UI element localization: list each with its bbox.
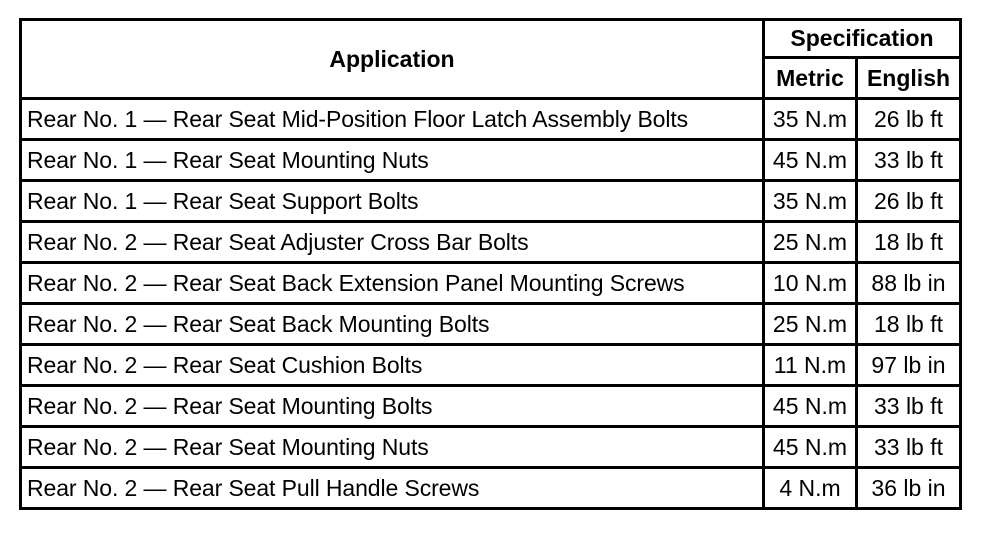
- english-cell: 33 lb ft: [858, 141, 962, 182]
- english-cell: 33 lb ft: [858, 387, 962, 428]
- application-header: Application: [19, 18, 765, 100]
- english-cell: 97 lb in: [858, 346, 962, 387]
- application-cell: Rear No. 2 — Rear Seat Mounting Nuts: [19, 428, 765, 469]
- table-body: [19, 100, 962, 510]
- metric-cell: 35 N.m: [765, 100, 858, 141]
- table-row: [19, 469, 962, 510]
- english-cell: 18 lb ft: [858, 305, 962, 346]
- metric-cell: 4 N.m: [765, 469, 858, 510]
- table-row: [19, 305, 962, 346]
- table-row: [19, 346, 962, 387]
- table-row: [19, 100, 962, 141]
- metric-cell: 25 N.m: [765, 223, 858, 264]
- application-cell: Rear No. 1 — Rear Seat Mid-Position Floor Latch Assembly Bolts: [19, 100, 765, 141]
- metric-header: Metric: [765, 59, 858, 100]
- fastener-specification-table: [19, 18, 962, 510]
- application-cell: Rear No. 1 — Rear Seat Mounting Nuts: [19, 141, 765, 182]
- table-header: [19, 18, 962, 100]
- metric-cell: 25 N.m: [765, 305, 858, 346]
- table-row: [19, 182, 962, 223]
- application-cell: Rear No. 2 — Rear Seat Back Extension Panel Mounting Screws: [19, 264, 765, 305]
- english-cell: 88 lb in: [858, 264, 962, 305]
- application-cell: Rear No. 2 — Rear Seat Mounting Bolts: [19, 387, 765, 428]
- metric-cell: 45 N.m: [765, 141, 858, 182]
- metric-cell: 35 N.m: [765, 182, 858, 223]
- application-cell: Rear No. 2 — Rear Seat Adjuster Cross Bar Bolts: [19, 223, 765, 264]
- table-row: [19, 223, 962, 264]
- metric-cell: 45 N.m: [765, 428, 858, 469]
- application-cell: Rear No. 2 — Rear Seat Pull Handle Screws: [19, 469, 765, 510]
- application-cell: Rear No. 2 — Rear Seat Cushion Bolts: [19, 346, 765, 387]
- table-row: [19, 264, 962, 305]
- english-cell: 26 lb ft: [858, 100, 962, 141]
- application-cell: Rear No. 2 — Rear Seat Back Mounting Bolts: [19, 305, 765, 346]
- english-cell: 36 lb in: [858, 469, 962, 510]
- metric-cell: 11 N.m: [765, 346, 858, 387]
- english-cell: 26 lb ft: [858, 182, 962, 223]
- metric-cell: 45 N.m: [765, 387, 858, 428]
- table-row: [19, 428, 962, 469]
- english-header: English: [858, 59, 962, 100]
- application-cell: Rear No. 1 — Rear Seat Support Bolts: [19, 182, 765, 223]
- english-cell: 18 lb ft: [858, 223, 962, 264]
- specification-header: Specification: [765, 18, 962, 59]
- table-row: [19, 387, 962, 428]
- english-cell: 33 lb ft: [858, 428, 962, 469]
- table-row: [19, 141, 962, 182]
- metric-cell: 10 N.m: [765, 264, 858, 305]
- header-row: [19, 18, 962, 59]
